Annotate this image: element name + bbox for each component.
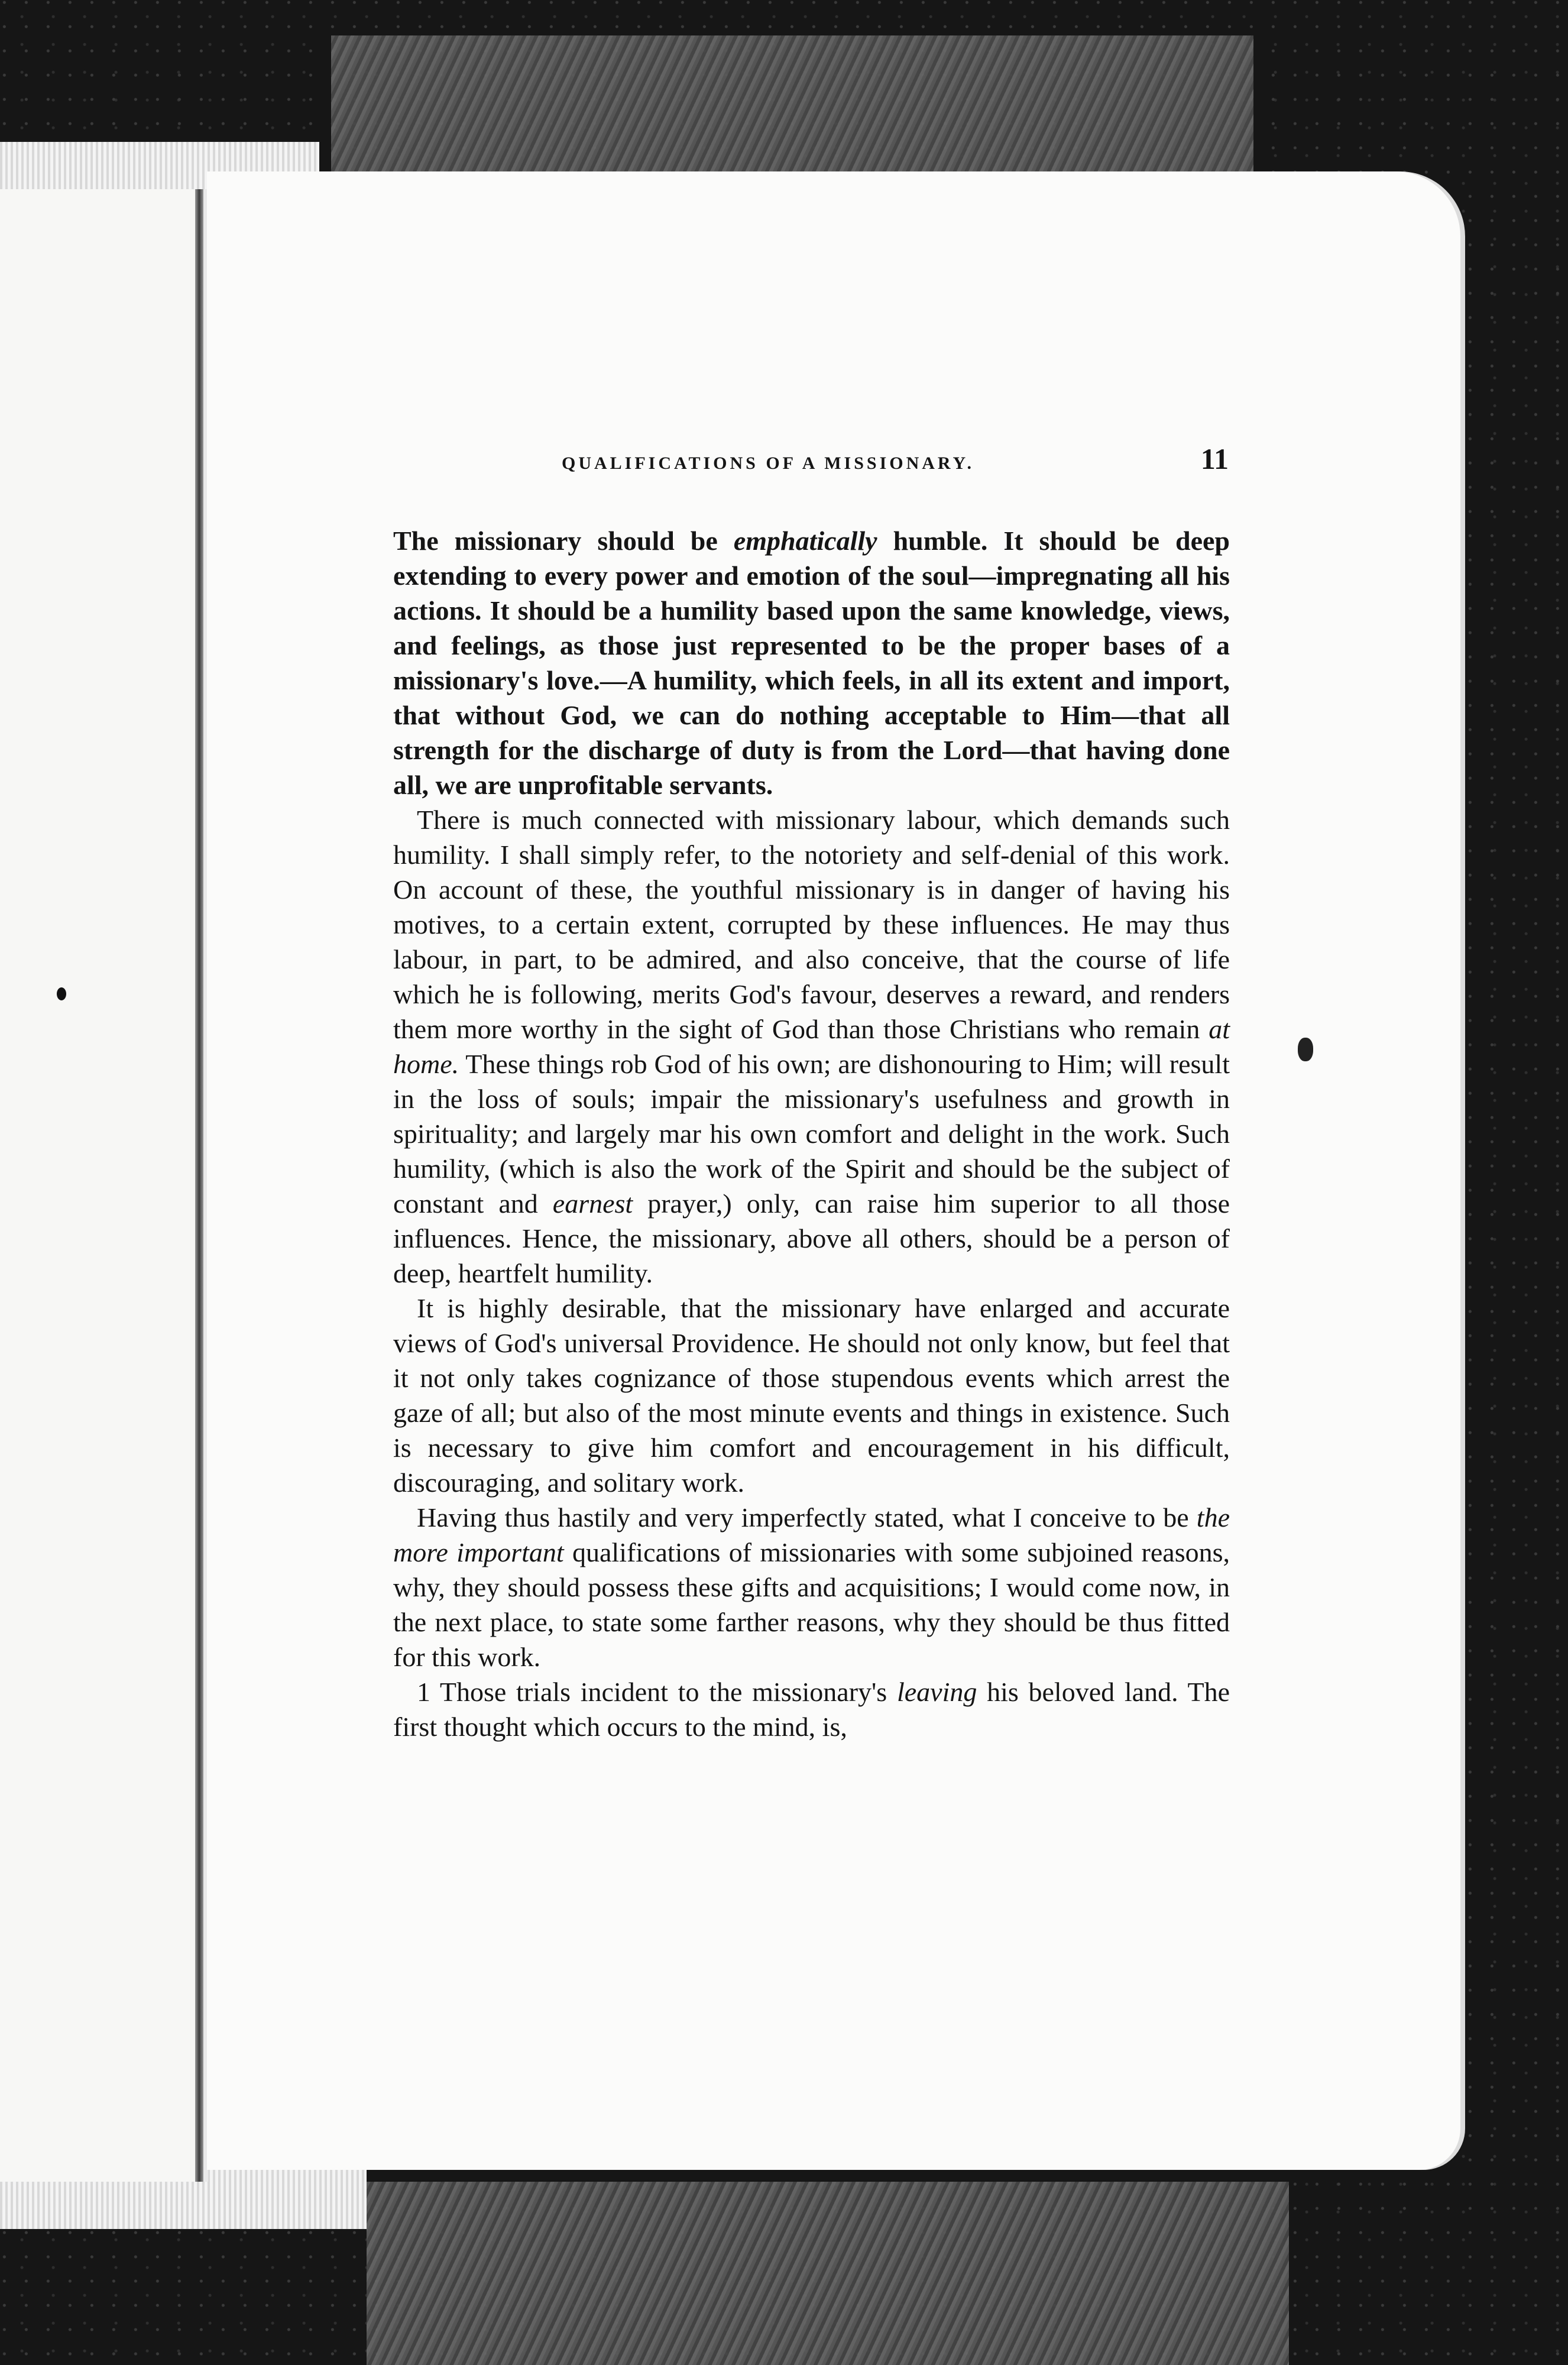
italic-run: the more important: [393, 1502, 1230, 1567]
text-run: These things rob God of his own; are dishonouring to Him; will result in the loss of souls; impair the missionary's usefulness and growth in spirituality; and largely mar his own comfort and delight in the work. Such humility, (which is also the work of the Spirit and should be the subject of constant and: [393, 1049, 1230, 1219]
italic-run: leaving: [896, 1677, 977, 1707]
book-gutter: [195, 189, 203, 2182]
text-run: qualifications of missionaries with some subjoined reasons, why, they should possess these gifts and acquisitions; I would come now, in the next place, to state some farther reasons, why they should be thus fitted for this work.: [393, 1537, 1230, 1672]
page-number: 11: [1200, 442, 1229, 475]
paragraph: [393, 1291, 1230, 1500]
text-run: There is much connected with missionary labour, which demands such humility. I shall simply refer, to the notoriety and self-denial of this work. On account of these, the youthful missionary is in danger of having his motives, to a certain extent, corrupted by these influences. He may thus labour, in part, to be admired, and also conceive, that the course of life which he is following, merits God's favour, deserves a reward, and renders them more worthy in the sight of God than those Christians who remain: [393, 805, 1230, 1044]
left-facing-page: [0, 189, 199, 2182]
paragraph: [393, 1500, 1230, 1674]
text-run: his beloved land. The first thought which occurs to the mind, is,: [393, 1677, 1230, 1742]
running-title: QUALIFICATIONS OF A MISSIONARY.: [562, 453, 974, 473]
paragraph: [393, 523, 1230, 802]
text-run: 1 Those trials incident to the missionary's: [417, 1677, 897, 1707]
text-run: The missionary should be: [393, 526, 734, 556]
text-run: It is highly desirable, that the missionary have enlarged and accurate views of God's universal Providence. He should not only know, but feel that it not only takes cognizance of those stupendous events which arrest the gaze of all; but also of the most minute events and things in existence. Such is necessary to give him comfort and encouragement in his difficult, discouraging, and solitary work.: [393, 1293, 1230, 1498]
ink-spot: [57, 987, 66, 1000]
scan-margin-bottom: [367, 2182, 1289, 2365]
ink-spot: [1298, 1038, 1313, 1061]
scan-margin-top: [331, 35, 1253, 171]
text-run: Having thus hastily and very imperfectly stated, what I conceive to be: [417, 1502, 1197, 1533]
running-head: [393, 442, 1230, 482]
italic-run: at home.: [393, 1014, 1230, 1079]
page-text: [393, 442, 1230, 1744]
paragraph: [393, 802, 1230, 1291]
italic-run: emphatically: [733, 526, 877, 556]
text-run: prayer,) only, can raise him superior to all those influences. Hence, the missionary, above all others, should be a person of deep, heartfelt humility.: [393, 1188, 1230, 1288]
paragraph: [393, 1674, 1230, 1744]
italic-run: earnest: [552, 1188, 633, 1219]
text-run: humble. It should be deep extending to every power and emotion of the soul—impregnating all his actions. It should be a humility based upon the same knowledge, views, and feelings, as those just represented to be the proper bases of a missionary's love.—A humility, which feels, in all its extent and import, that without God, we can do nothing acceptable to Him—that all strength for the discharge of duty is from the Lord—that having done all, we are unprofitable servants.: [393, 526, 1230, 800]
